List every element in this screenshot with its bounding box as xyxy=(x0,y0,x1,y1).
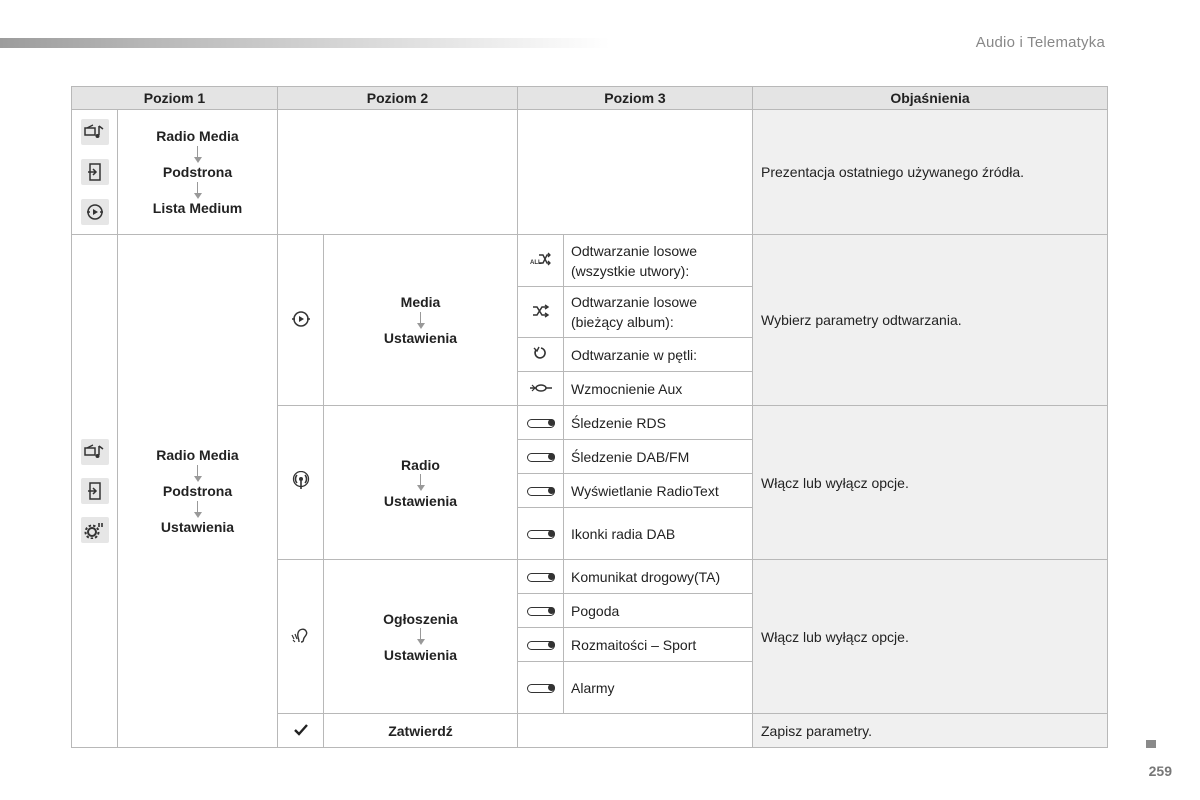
subpage-icon xyxy=(81,478,109,504)
option-label: Alarmy xyxy=(564,662,753,714)
option-label: Pogoda xyxy=(564,594,753,628)
column-header: Objaśnienia xyxy=(753,87,1108,110)
arrow-down-icon xyxy=(194,463,202,483)
menu-path-item: Lista Medium xyxy=(152,200,243,216)
explanation-cell: Prezentacja ostatniego używanego źródła. xyxy=(753,110,1108,235)
toggle-icon xyxy=(527,453,555,462)
toggle-icon xyxy=(527,530,555,539)
arrow-down-icon xyxy=(417,627,425,647)
announcements-chain-cell xyxy=(324,560,518,714)
arrow-down-icon xyxy=(417,473,425,493)
radio-chain-cell xyxy=(324,406,518,560)
menu-path-item: Podstrona xyxy=(162,164,233,180)
explanation-cell: Zapisz parametry. xyxy=(753,714,1108,748)
menu-path-item: Radio xyxy=(401,456,440,473)
toggle-icon xyxy=(527,607,555,616)
toggle-icon xyxy=(527,419,555,428)
repeat-icon xyxy=(533,347,549,363)
option-label: Ikonki radia DAB xyxy=(564,508,753,560)
toggle-icon xyxy=(527,487,555,496)
menu-path-item: Podstrona xyxy=(162,483,233,499)
menu-path-item: Ustawienia xyxy=(383,492,458,509)
page-number: 259 xyxy=(1148,763,1172,779)
column-header: Poziom 1 xyxy=(72,87,278,110)
radio-group-icon-cell xyxy=(278,406,324,560)
option-icon-cell xyxy=(518,628,564,662)
option-icon-cell xyxy=(518,560,564,594)
level3-empty-cell xyxy=(518,110,753,235)
checkmark-icon xyxy=(294,723,308,739)
option-label: Rozmaitości – Sport xyxy=(564,628,753,662)
level3-empty-cell xyxy=(518,714,753,748)
toggle-icon xyxy=(527,573,555,582)
option-label: Śledzenie DAB/FM xyxy=(564,440,753,474)
table-row xyxy=(72,235,1108,287)
menu-path-item: Radio Media xyxy=(156,128,239,144)
table-header-row xyxy=(72,87,1108,110)
option-icon-cell xyxy=(518,406,564,440)
level1-chain-cell xyxy=(118,235,278,748)
option-label: Wyświetlanie RadioText xyxy=(564,474,753,508)
option-icon-cell xyxy=(518,662,564,714)
media-source-icon xyxy=(290,316,312,332)
announcement-icon xyxy=(290,631,312,647)
aux-gain-icon xyxy=(529,381,553,397)
option-label: Odtwarzanie losowe (wszystkie utwory): xyxy=(564,235,753,287)
option-label: Odtwarzanie w pętli: xyxy=(564,338,753,372)
option-icon-cell xyxy=(518,372,564,406)
menu-path-item: Ustawienia xyxy=(160,519,235,535)
option-icon-cell xyxy=(518,235,564,287)
level2-empty-cell xyxy=(278,110,518,235)
arrow-down-icon xyxy=(417,310,425,330)
media-chain-cell xyxy=(324,235,518,406)
level1-icons-cell xyxy=(72,110,118,235)
shuffle-icon xyxy=(532,305,550,321)
option-label: Śledzenie RDS xyxy=(564,406,753,440)
menu-table xyxy=(71,86,1108,748)
arrow-down-icon xyxy=(194,499,202,519)
option-label: Komunikat drogowy(TA) xyxy=(564,560,753,594)
menu-path-item: Ogłoszenia xyxy=(383,610,458,627)
option-icon-cell xyxy=(518,594,564,628)
subpage-icon xyxy=(81,159,109,185)
option-icon-cell xyxy=(518,474,564,508)
option-icon-cell xyxy=(518,440,564,474)
level1-icons-cell xyxy=(72,235,118,748)
option-icon-cell xyxy=(518,287,564,338)
menu-path-item: Media xyxy=(400,294,441,310)
level1-chain-cell xyxy=(118,110,278,235)
column-header: Poziom 2 xyxy=(278,87,518,110)
header-gradient-bar xyxy=(0,38,610,48)
announcements-group-icon-cell xyxy=(278,560,324,714)
option-label: Wzmocnienie Aux xyxy=(564,372,753,406)
menu-path-item: Ustawienia xyxy=(383,330,458,346)
menu-path-item: Ustawienia xyxy=(383,646,458,663)
radio-media-icon xyxy=(81,119,109,145)
toggle-icon xyxy=(527,684,555,693)
settings-icon xyxy=(81,517,109,543)
radio-antenna-icon xyxy=(291,478,311,494)
explanation-cell: Włącz lub wyłącz opcje. xyxy=(753,560,1108,714)
media-source-icon xyxy=(81,199,109,225)
explanation-cell: Włącz lub wyłącz opcje. xyxy=(753,406,1108,560)
media-group-icon-cell xyxy=(278,235,324,406)
option-icon-cell xyxy=(518,338,564,372)
radio-media-icon xyxy=(81,439,109,465)
confirm-icon-cell xyxy=(278,714,324,748)
table-row xyxy=(72,110,1108,235)
toggle-icon xyxy=(527,641,555,650)
arrow-down-icon xyxy=(194,180,202,200)
svg-text:ALL: ALL xyxy=(529,260,542,266)
arrow-down-icon xyxy=(194,144,202,164)
option-label: Odtwarzanie losowe (bieżący album): xyxy=(564,287,753,338)
option-icon-cell xyxy=(518,508,564,560)
explanation-cell: Wybierz parametry odtwarzania. xyxy=(753,235,1108,406)
confirm-label: Zatwierdź xyxy=(324,714,518,748)
column-header: Poziom 3 xyxy=(518,87,753,110)
menu-path-item: Radio Media xyxy=(156,447,239,463)
shuffle-all-icon xyxy=(530,253,552,269)
section-title: Audio i Telematyka xyxy=(975,34,1105,51)
page-marker xyxy=(1146,740,1156,748)
